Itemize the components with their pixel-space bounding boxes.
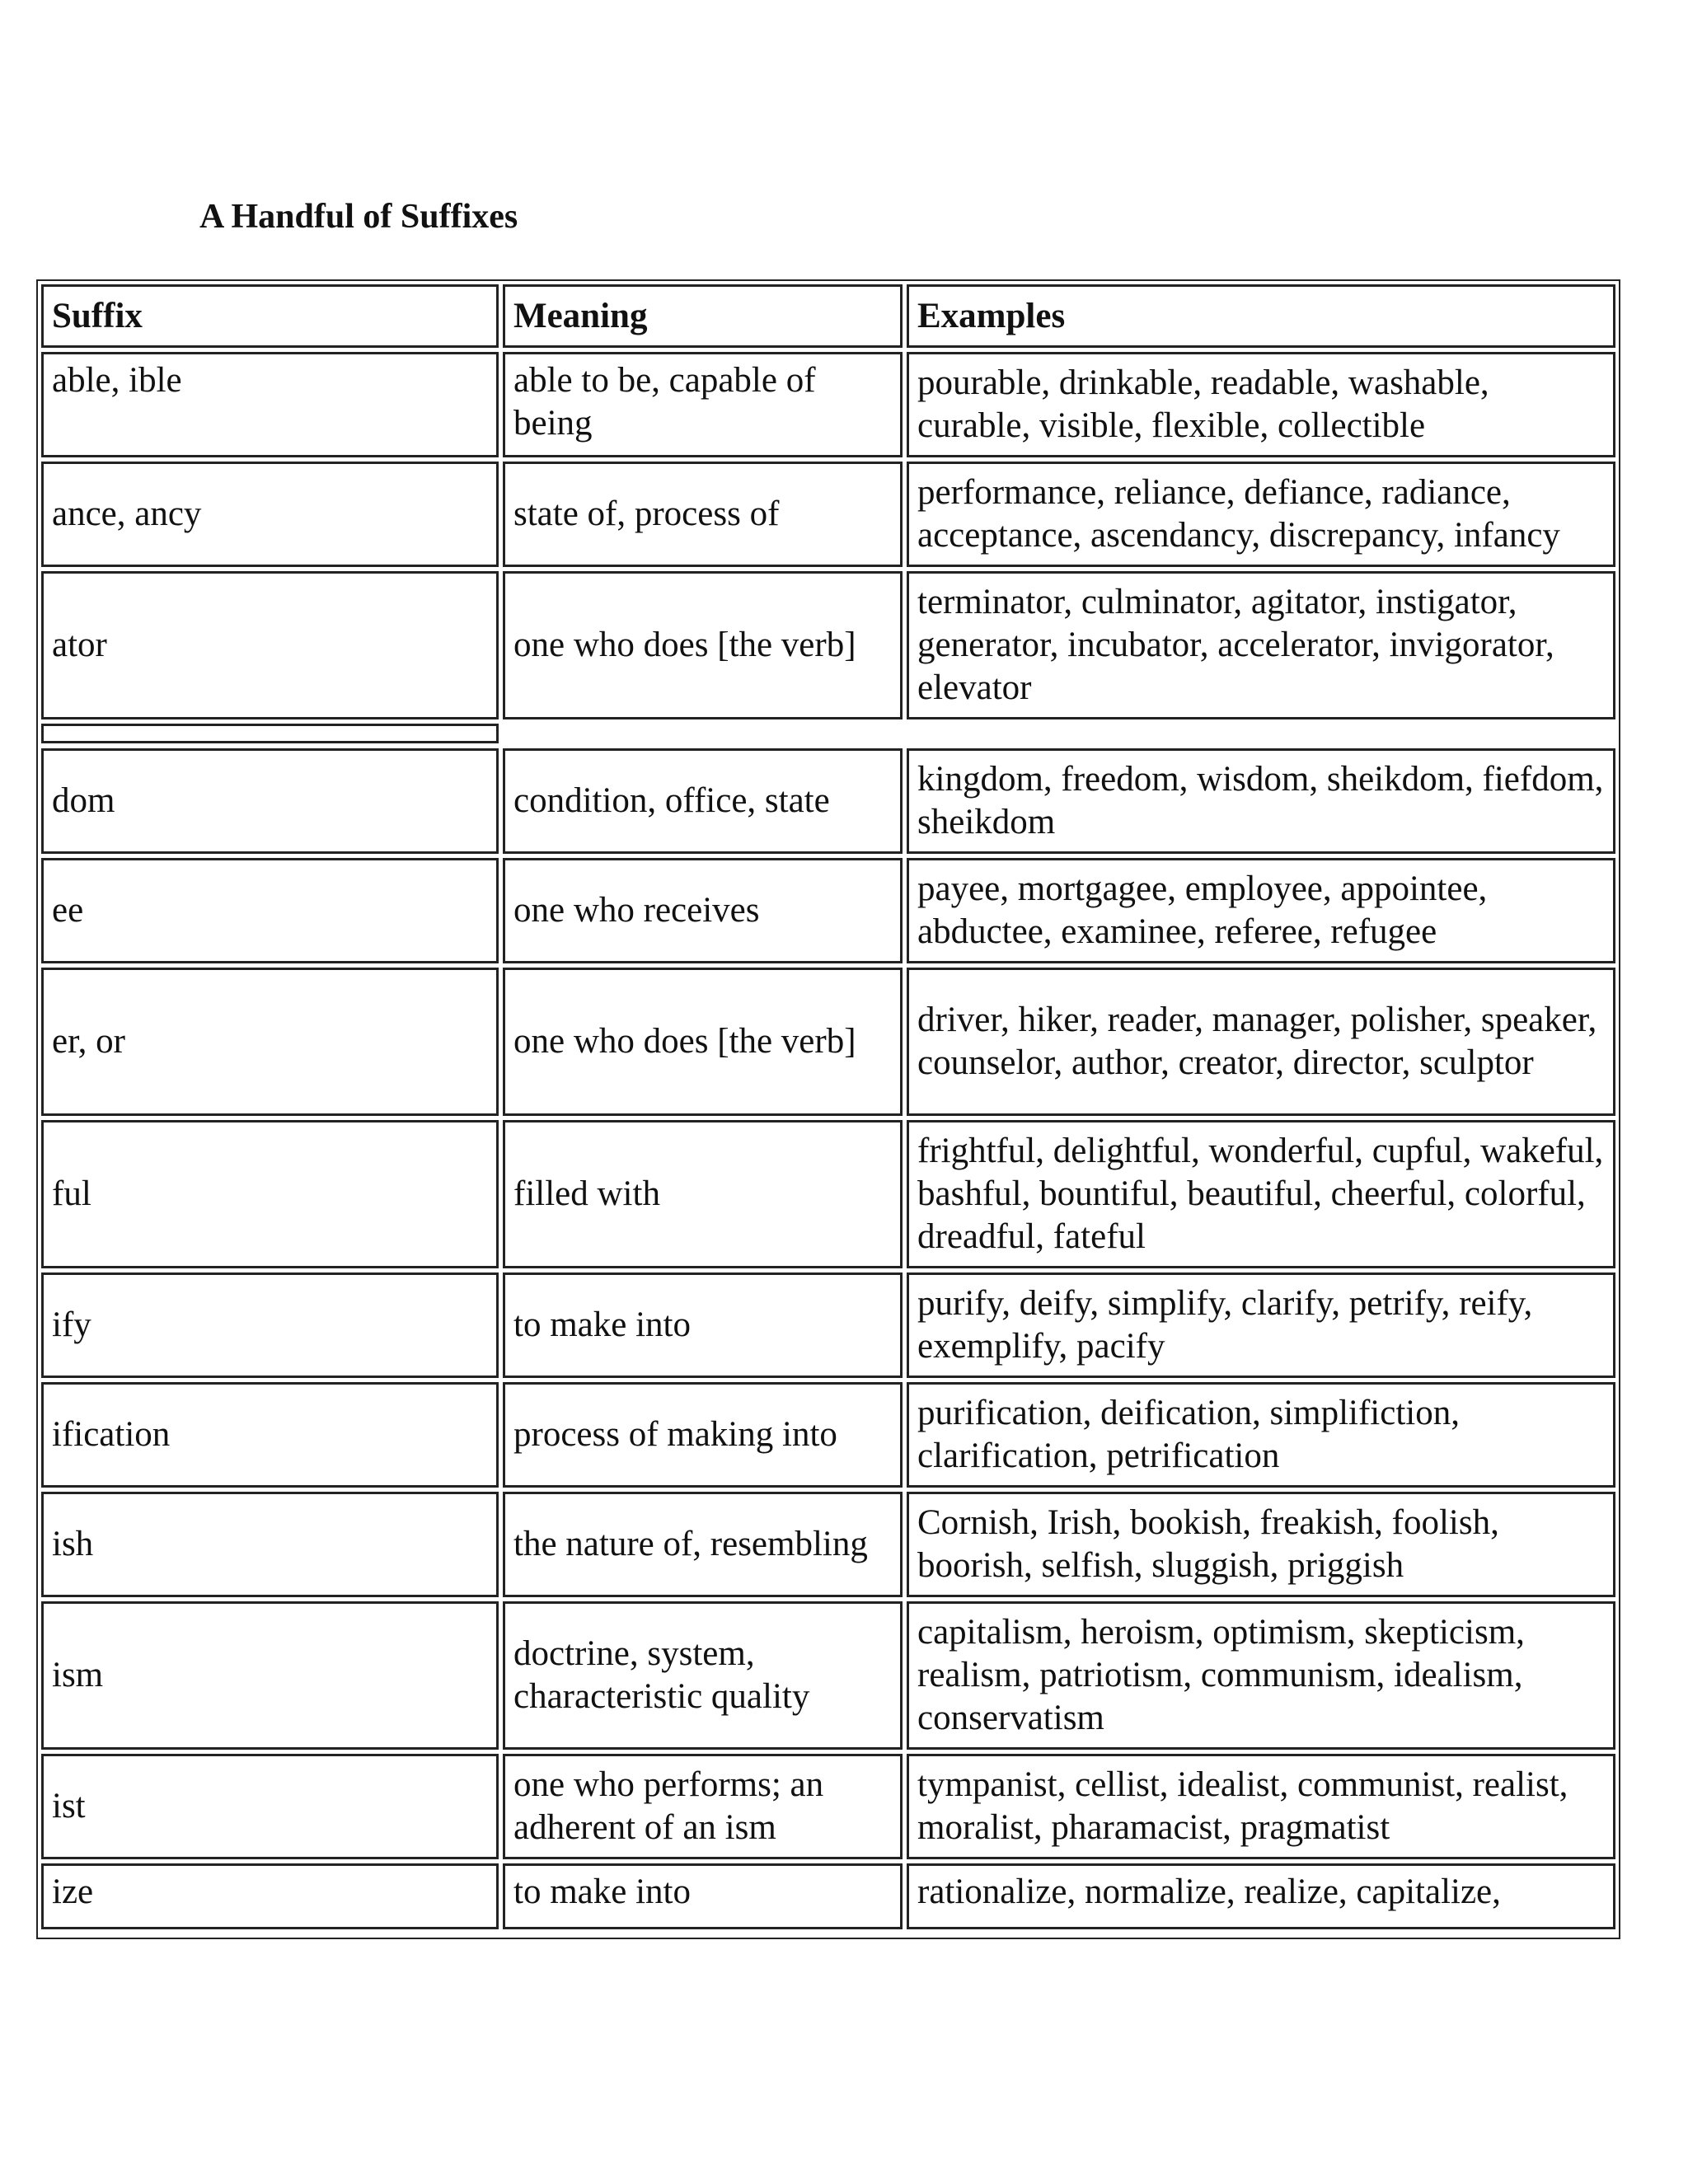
examples-cell: [907, 1601, 1615, 1750]
suffix-cell: [41, 968, 499, 1116]
suffix-cell-text: er, or: [52, 1022, 126, 1061]
meaning-cell-text: one who does [the verb]: [513, 626, 856, 664]
suffix-cell-text: ful: [52, 1174, 91, 1213]
document-title: A Handful of Suffixes: [199, 198, 518, 236]
suffix-cell-text: ize: [52, 1872, 94, 1911]
examples-cell-text: kingdom, freedom, wisdom, sheikdom, fiefdom, sheikdom: [917, 760, 1604, 841]
meaning-cell: [503, 1382, 903, 1488]
meaning-cell-text: process of making into: [513, 1415, 837, 1454]
suffix-cell-text: ify: [52, 1305, 91, 1344]
meaning-cell-text: to make into: [513, 1872, 691, 1911]
meaning-cell-text: to make into: [513, 1305, 691, 1344]
meaning-cell: [503, 1601, 903, 1750]
examples-cell: [907, 1492, 1615, 1597]
examples-cell-text: rationalize, normalize, realize, capitalize,: [917, 1872, 1501, 1911]
suffix-cell-text: ification: [52, 1415, 171, 1454]
suffix-cell: [41, 1601, 499, 1750]
suffix-cell: [41, 1120, 499, 1268]
examples-cell-text: purify, deify, simplify, clarify, petrify, reify, exemplify, pacify: [917, 1284, 1533, 1366]
column-header-meaning-text: Meaning: [513, 296, 648, 335]
meaning-cell-text: one who receives: [513, 891, 760, 930]
meaning-cell-text: able to be, capable of being: [513, 361, 816, 443]
column-header-examples: [907, 284, 1615, 348]
suffix-cell: [41, 571, 499, 719]
examples-cell: [907, 968, 1615, 1116]
examples-cell: [907, 352, 1615, 457]
examples-cell-text: driver, hiker, reader, manager, polisher, speaker, counselor, author, creator, director, sculptor: [917, 1001, 1597, 1082]
suffix-cell-text: ist: [52, 1787, 86, 1825]
meaning-cell-text: one who performs; an adherent of an ism: [513, 1765, 824, 1847]
column-header-suffix: [41, 284, 499, 348]
meaning-cell-text: doctrine, system, characteristic quality: [513, 1634, 810, 1716]
examples-cell-text: frightful, delightful, wonderful, cupful, wakeful, bashful, bountiful, beautiful, cheerful, colorful, dreadful, fateful: [917, 1132, 1604, 1256]
examples-cell: [907, 1272, 1615, 1378]
meaning-cell: [503, 748, 903, 854]
examples-cell-text: performance, reliance, defiance, radiance, acceptance, ascendancy, discrepancy, infancy: [917, 473, 1560, 555]
examples-cell: [907, 1382, 1615, 1488]
meaning-cell: [503, 571, 903, 719]
suffix-cell-text: able, ible: [52, 361, 182, 400]
meaning-cell: [503, 462, 903, 567]
suffix-cell: [41, 1863, 499, 1929]
suffix-cell: [41, 1382, 499, 1488]
examples-cell: [907, 462, 1615, 567]
examples-cell: [907, 748, 1615, 854]
column-header-meaning: [503, 284, 903, 348]
empty-spacer-cell: [41, 724, 499, 743]
examples-cell: [907, 571, 1615, 719]
examples-cell-text: pourable, drinkable, readable, washable, curable, visible, flexible, collectible: [917, 363, 1489, 445]
meaning-cell: [503, 1120, 903, 1268]
suffix-cell: [41, 858, 499, 963]
meaning-cell: [503, 352, 903, 457]
examples-cell: [907, 1754, 1615, 1859]
suffix-cell: [41, 462, 499, 567]
suffix-cell: [41, 1272, 499, 1378]
meaning-cell: [503, 1272, 903, 1378]
suffix-cell-text: ee: [52, 891, 84, 930]
suffix-cell: [41, 748, 499, 854]
meaning-cell-text: state of, process of: [513, 494, 780, 533]
examples-cell: [907, 858, 1615, 963]
meaning-cell-text: the nature of, resembling: [513, 1525, 868, 1563]
examples-cell-text: tympanist, cellist, idealist, communist, realist, moralist, pharamacist, pragmatist: [917, 1765, 1568, 1847]
suffix-cell-text: ish: [52, 1525, 94, 1563]
meaning-cell: [503, 1754, 903, 1859]
examples-cell-text: purification, deification, simplifiction, clarification, petrification: [917, 1394, 1460, 1475]
suffix-cell-text: ator: [52, 626, 107, 664]
suffix-cell: [41, 1754, 499, 1859]
column-header-suffix-text: Suffix: [52, 296, 143, 335]
examples-cell-text: Cornish, Irish, bookish, freakish, foolish, boorish, selfish, sluggish, priggish: [917, 1503, 1499, 1585]
suffix-cell-text: ance, ancy: [52, 494, 202, 533]
examples-cell: [907, 1863, 1615, 1929]
suffix-cell: [41, 1492, 499, 1597]
meaning-cell: [503, 1492, 903, 1597]
column-header-examples-text: Examples: [917, 296, 1066, 335]
suffix-cell: [41, 352, 499, 457]
meaning-cell-text: filled with: [513, 1174, 660, 1213]
meaning-cell: [503, 968, 903, 1116]
examples-cell-text: capitalism, heroism, optimism, skepticism, realism, patriotism, communism, idealism, conservatism: [917, 1613, 1525, 1737]
meaning-cell-text: condition, office, state: [513, 781, 830, 820]
examples-cell: [907, 1120, 1615, 1268]
suffix-cell-text: ism: [52, 1656, 104, 1694]
meaning-cell-text: one who does [the verb]: [513, 1022, 856, 1061]
examples-cell-text: terminator, culminator, agitator, instigator, generator, incubator, accelerator, invigorator, elevator: [917, 583, 1554, 707]
suffix-cell-text: dom: [52, 781, 115, 820]
examples-cell-text: payee, mortgagee, employee, appointee, abductee, examinee, referee, refugee: [917, 869, 1488, 951]
meaning-cell: [503, 1863, 903, 1929]
meaning-cell: [503, 858, 903, 963]
